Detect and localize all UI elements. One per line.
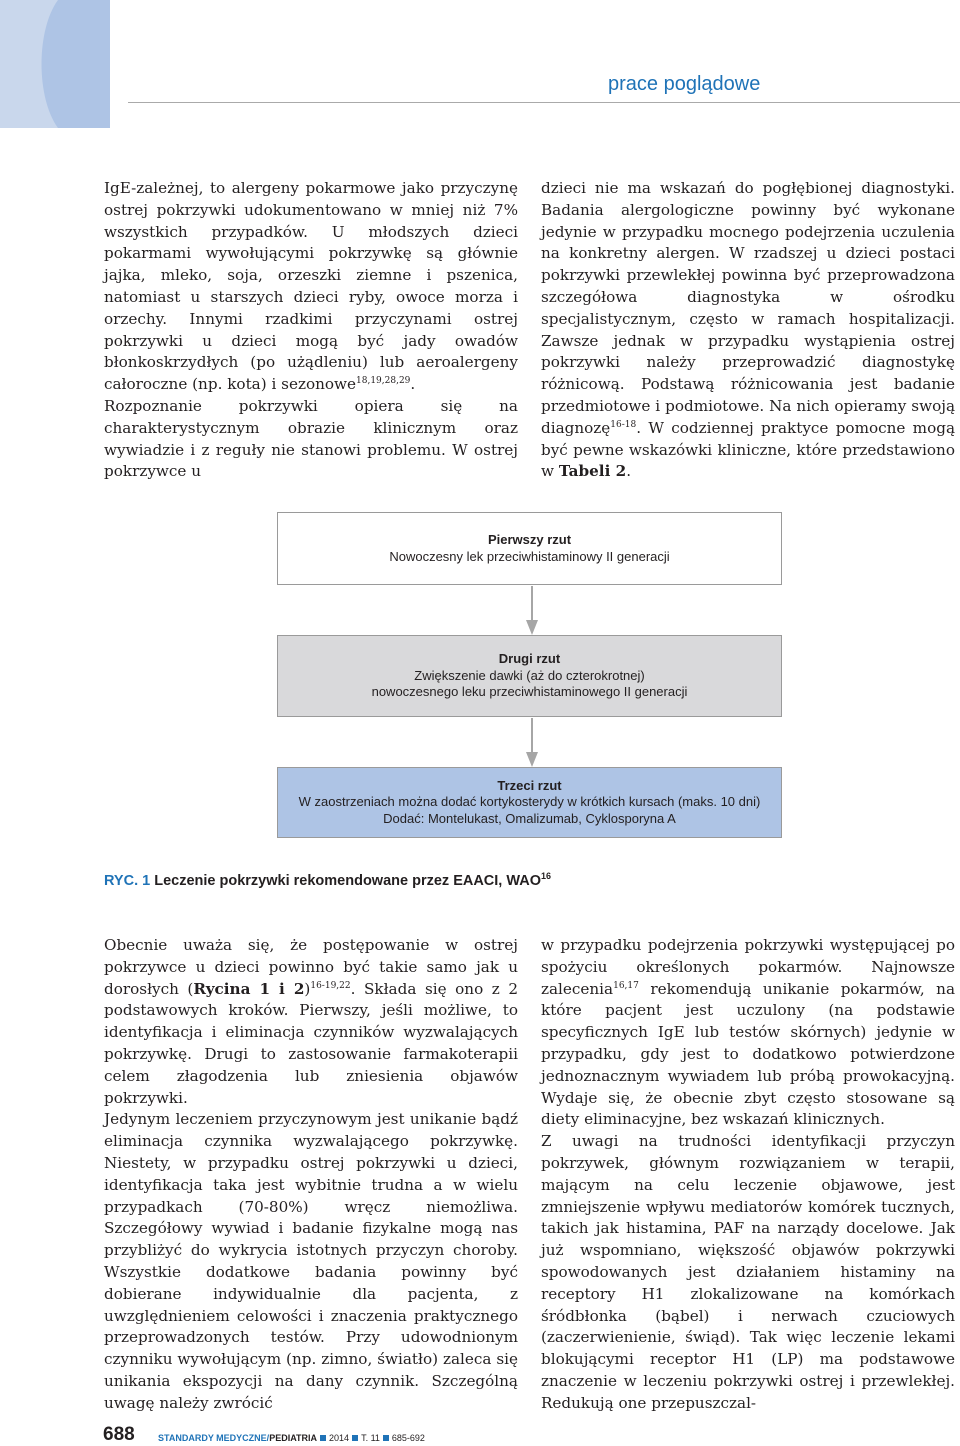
step-box-first-line (277, 512, 782, 585)
step-text: Dodać: Montelukast, Omalizumab, Cyklosporyna A (383, 810, 676, 826)
paragraph: Z uwagi na trudności identyfikacji przyczyn pokrzywek, głównym rozwiązaniem w terapii, mającym na celu leczenie objawowe, jest zmniejszenie wpływu mediatorów komórek tucznych, takich jak histamina, PAF na narządy docelowe. Jak już wspomniano, większość objawów pokrzywki spowodowanych jest działaniem histaminy na receptory H1 zlokalizowane na komórkach śródbłonka (bąbel) i nerwach czuciowych (zaczerwienienie, świąd). Tak więc leczenie lekami blokującymi receptor H1 (LP) ma podstawowe znaczenie w leczeniu pokrzywki ostrej i przewlekłej. Redukują one przepuszczal- (541, 1132, 955, 1412)
step-title: Pierwszy rzut (487, 531, 572, 547)
paragraph: dzieci nie ma wskazań do pogłębionej diagnostyki. Badania alergologiczne powinny być wykonane jedynie w przypadku mocnego podejrzenia uczulenia na konkretny alergen. W rzadszej u dzieci postaci pokrzywki przewlekłej powinna być przeprowadzona szczegółowa diagnostyka w ośrodku specjalistycznym, często w ramach hospitalizacji. Zawsze jednak w przypadku wystąpienia ostrej pokrzywki należy przeprowadzić diagnostykę różnicową. Podstawą różnicowania jest badanie przedmiotowe i podmiotowe. Na nich opieramy swoją diagnozę$^{16-18}$. W codziennej praktyce pomocne mogą być pewne wskazówki kliniczne, które przedstawiono w Tabeli 2. (541, 179, 955, 481)
step-text: Zwiększenie dawki (aż do czterokrotnej) (414, 667, 645, 683)
step-box-third-line (277, 767, 782, 838)
header-divider (128, 102, 960, 103)
text-column-left-top (104, 178, 518, 483)
text-column-right-top (541, 178, 955, 483)
arrow-down-icon (525, 586, 539, 635)
step-title: Drugi rzut (498, 651, 561, 667)
step-text: W zaostrzeniach można dodać kortykosterydy w krótkich kursach (maks. 10 dni) (298, 794, 761, 810)
journal-footer: STANDARDY MEDYCZNE/PEDIATRIA 2014 T. 11 685-692 (158, 1433, 425, 1443)
step-text: Nowoczesny lek przeciwhistaminowy II generacji (389, 548, 670, 564)
text-column-right-bottom (541, 935, 955, 1415)
section-label: prace poglądowe (608, 73, 761, 95)
step-box-second-line (277, 635, 782, 717)
text-column-left-bottom (104, 935, 518, 1415)
paragraph: Jedynym leczeniem przyczynowym jest unikanie bądź eliminacja czynnika wyzwalającego pokrzywkę. Niestety, w przypadku ostrej pokrzywki u dzieci, identyfikacja taka jest wybitnie trudna a w wielu przypadkach (70-80%) wręcz niemożliwa. Szczegółowy wywiad i badanie fizykalne mogą nas przybliżyć do wykrycia istotnych przyczyn choroby. Wszystkie dodatkowe badania powinny być dobierane indywidualnie dla pacjenta, z uwzględnieniem celowości i znaczenia praktycznego przeprowadzonych testów. Przy udowodnionym czynniku wywołującym (np. zimno, światło) zaleca się unikania ekspozycji na dany czynnik. Szczególną uwagę należy zwrócić (104, 1110, 518, 1412)
figure-reference: Rycina 1 i 2 (193, 979, 305, 998)
square-bullet-icon (383, 1435, 389, 1441)
paragraph: Obecnie uważa się, że postępowanie w ostrej pokrzywce u dzieci powinno być takie samo jak u dorosłych (Rycina 1 i 2)$^{16-19,22}$. Składa się ono z 2 podstawowych kroków. Pierwszy, jeśli możliwe, to identyfikacja i eliminacja czynników wyzwalających pokrzywkę. Drugi to zastosowanie farmakoterapii celem złagodzenia lub zniesienia objawów pokrzywki. (104, 936, 519, 1107)
paragraph: Rozpoznanie pokrzywki opiera się na charakterystycznym obrazie klinicznym oraz wywiadzie i z reguły nie stanowi problemu. W ostrej pokrzywce u (104, 396, 518, 481)
step-title: Trzeci rzut (497, 777, 562, 793)
arrow-down-icon (525, 718, 539, 767)
page-number: 688 (103, 1424, 135, 1445)
square-bullet-icon (352, 1435, 358, 1441)
paragraph: w przypadku podejrzenia pokrzywki występującej po spożyciu określonych pokarmów. Najnowsze zalecenia$^{16,17}$ rekomendują unikanie pokarmów, na które pacjent jest uczulony (na podstawie specyficznych IgE lub testów skórnych) jedynie w przypadku, gdy jest to dodatkowo potwierdzone jednoznacznym wywiadem lub próbą prowokacyjną. Wydaje się, że obecnie zbyt często stosowane są diety eliminacyjne, bez wskazań klinicznych. (541, 936, 955, 1129)
corner-decoration (0, 0, 110, 128)
step-text: nowoczesnego leku przeciwhistaminowego II generacji (371, 684, 688, 700)
figure-caption: RYC. 1 Leczenie pokrzywki rekomendowane przez EAACI, WAO$^{16}$ (104, 871, 552, 889)
square-bullet-icon (320, 1435, 326, 1441)
paragraph: IgE-zależnej, to alergeny pokarmowe jako przyczynę ostrej pokrzywki udokumentowano w mniej niż 7% wszystkich przypadków. U młodszych dzieci pokarmami wywołującymi pokrzywkę są głównie jajka, mleko, soja, orzeszki ziemne i pszenica, natomiast u starszych dzieci ryby, owoce morza i orzechy. Innymi rzadkimi przyczynami ostrej pokrzywki u dzieci mogą być jady owadów błonkoskrzydłych (po użądleniu) lub aeroalergeny całoroczne (np. kota) i sezonowe$^{18,19,28,29}$. (104, 179, 518, 394)
table-reference: Tabeli 2 (558, 462, 627, 481)
